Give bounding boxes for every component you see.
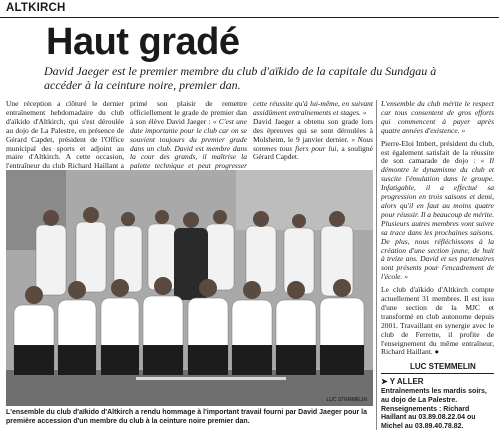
column-3-text: David Jaeger a obtenu son grade lors des épreuves qui se sont déroulées à Molsheim, le 9 janvier dernier.	[253, 116, 373, 144]
column-4-quote: « Il démontre le dynamisme du club et suscite l'émulation dans le groupe. Infatigable, il a effectué sa progression en trois saisons et demi, alors qu'il en faut au moins quatre pour réussir. Il a beaucoup de mérite. Plusieurs autres membres vont suivre sa trace dans les prochaines saisons. De plus, nous réfléchissons à la création d'une section jeune, de huit à treize ans. David et ses partenaires sont présents pour l'encadrement de l'école. »	[381, 156, 494, 282]
column-4	[381, 100, 494, 357]
column-3-attribution: a souligné Gérard Capdet.	[253, 143, 374, 162]
group-photo-illustration	[6, 170, 373, 406]
column-4-club-info: Le club d'aïkido d'Altkirch compte actuellement 31 membres. Il est issu d'une section de la MJC et transformé en club autonome depuis 2001. Travaillant en synergie avec le club de Ferrette, il profite de l'enseignement du même entraîneur, Richard Haillant. ●	[381, 285, 494, 357]
y-aller-heading: ➤ Y ALLER	[381, 377, 424, 386]
column-2-text: primé son plaisir de remettre officiellement le grade de premier dan à son élève David Jaeger :	[130, 99, 247, 126]
header-rule	[0, 17, 499, 18]
column-divider	[376, 100, 377, 430]
column-3-quote-end: cette réussite qu'à lui-même, en suivant assidûment entraînements et stages. »	[253, 99, 373, 117]
practical-info: Entraînements les mardis soirs, au dojo de La Palestre. Renseignements : Richard Haillant au 03.89.08.22.04 ou Michel au 03.89.40.78.82.	[381, 388, 487, 431]
column-3	[253, 100, 373, 162]
info-rule	[381, 373, 494, 374]
photo-caption: L'ensemble du club d'aïkido d'Altkirch a rendu hommage à l'important travail fourni par David Jaeger pour la première accession d'un membre du club à la ceinture noire premier dan.	[6, 409, 368, 425]
column-2	[130, 100, 247, 180]
column-4-text: Pierre-Eloi Imbert, président du club, est également satisfait de la réussite de son camarade de dojo :	[381, 138, 494, 166]
column-2-quote: « C'est une date importante pour le club car on se souvient toujours du premier grade dans un club. David est membre dans la cour des grands, il maîtrise la palette technique et peut progresser	[130, 116, 247, 171]
headline: Haut gradé	[46, 21, 240, 63]
group-photo	[6, 170, 373, 406]
article-deck: David Jaeger est le premier membre du club d'aïkido de la capitale du Sundgau à accéder à la ceinture noire, premier dan.	[44, 64, 437, 92]
photo-credit: LUC STEMMELIN	[326, 397, 367, 403]
column-4-quote-end: L'ensemble du club mérite le respect car tous consentent de gros efforts qui commencent à payer après quatre années d'existence. »	[381, 99, 494, 135]
column-1: Une réception a clôturé le dernier entraînement hebdomadaire du club d'aïkido d'Altkirch, qui s'est déroulée au dojo de La Palestre, en présence de Gérard Capdet, président de l'Office municipal des sports et adjoint au maire d'Altkirch. A cette occasion, l'entraîneur du club Richard Haillant a	[6, 99, 124, 171]
column-3-quote: « Nous sommes tous fiers pour lui,	[253, 134, 373, 153]
section-label: ALTKIRCH	[6, 2, 66, 14]
byline: LUC STEMMELIN	[410, 362, 476, 371]
